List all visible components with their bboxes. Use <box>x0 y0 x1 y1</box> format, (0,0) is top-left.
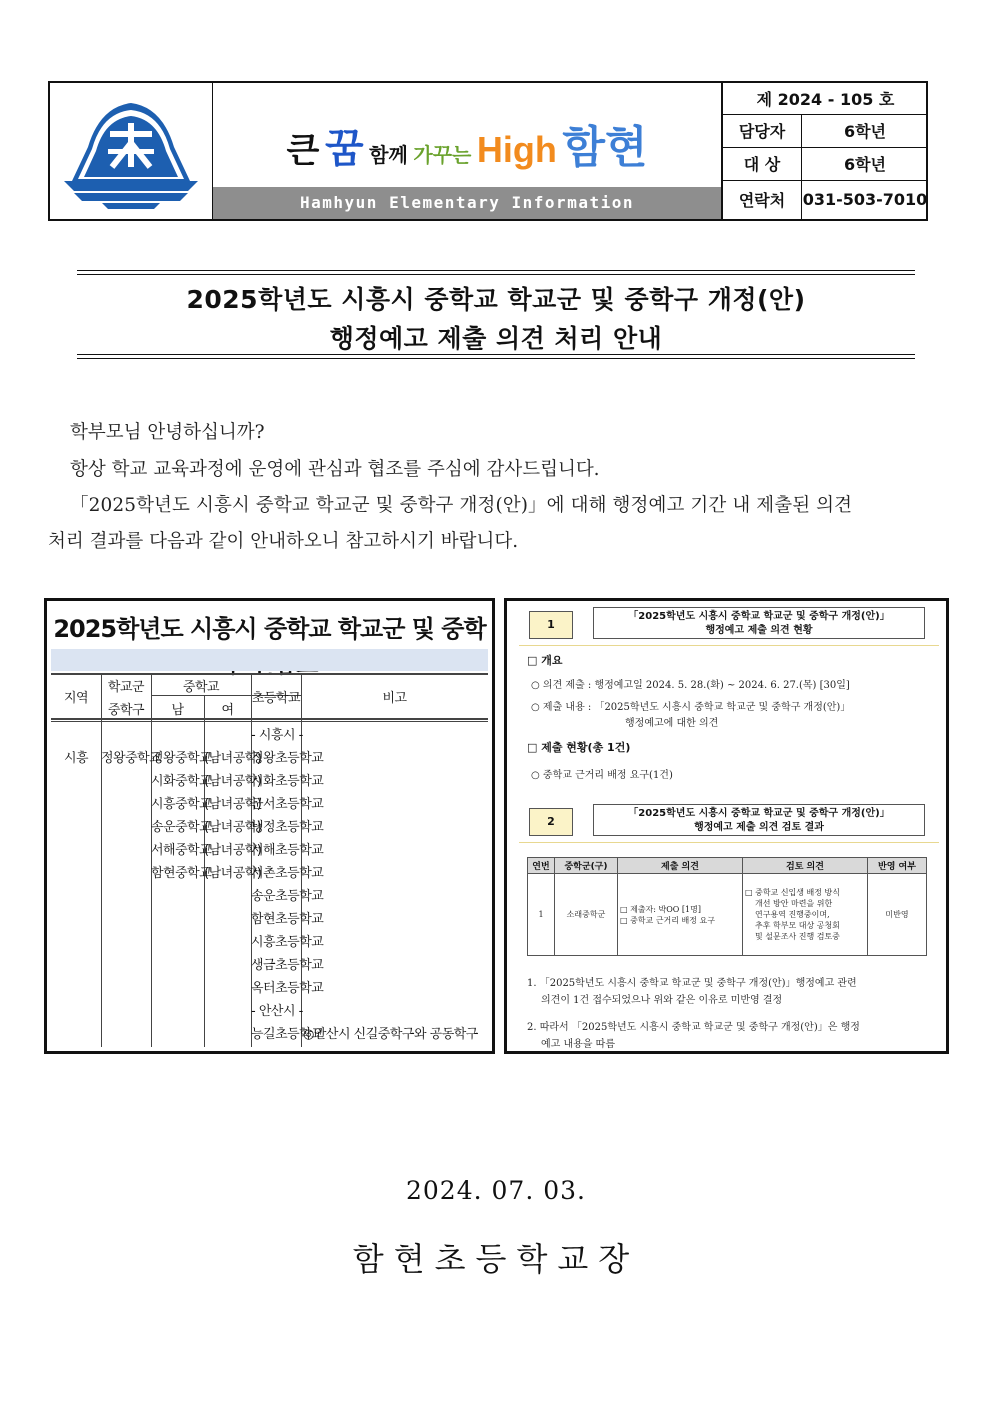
info-value: 031-503-7010 <box>802 180 929 219</box>
th-opinion: 제출 의견 <box>618 858 743 874</box>
title-rule-top <box>77 270 915 271</box>
school-type: (남녀공학) <box>204 843 262 858</box>
school-logo <box>50 83 213 219</box>
issue-info-table <box>722 83 928 219</box>
school-emblem-icon <box>50 83 212 219</box>
divider <box>519 842 939 843</box>
principal-signature: 함현초등학교장 <box>352 1240 640 1278</box>
elementary-school: 서해초등학교 <box>251 843 324 858</box>
title-rule-bottom <box>77 354 915 355</box>
review-result-table <box>527 857 927 956</box>
body-paragraph: 항상 학교 교육과정에 운영에 관심과 협조를 주심에 감사드립니다. <box>70 459 600 480</box>
review-line: 추후 학부모 대상 공청회 <box>755 921 840 930</box>
info-label: 대 상 <box>723 147 802 180</box>
td-no: 1 <box>528 874 555 956</box>
elementary-school: 냉정초등학교 <box>251 820 324 835</box>
overview-item-cont: 행정예고에 대한 의견 <box>625 718 719 729</box>
school-district-table-image <box>44 598 495 1054</box>
cell-note: ◎안산시 신길중학구와 공동학구 <box>303 1027 478 1042</box>
slogan-word-2: 꿈 <box>324 126 364 172</box>
header-region: 지역 <box>63 691 89 706</box>
middle-school: 서해중학교 <box>151 843 212 858</box>
conclusion-note: 2. 따라서 「2025학년도 시흥시 중학교 학교군 및 중학구 개정(안)」은 행정 <box>527 1022 860 1033</box>
district-table-title: 2025학년도 시흥시 중학교 학교군 및 중학 <box>53 615 486 643</box>
opinion-line: □ 제출자: 박OO [1명] <box>620 904 701 914</box>
body-paragraph: 처리 결과를 다음과 같이 안내하오니 참고하시기 바랍니다. <box>48 531 519 552</box>
school-type: (남녀공학) <box>204 774 262 789</box>
elementary-school: 생금초등학교 <box>251 958 324 973</box>
info-value: 6학년 <box>802 147 929 180</box>
td-group: 소래중학군 <box>555 874 618 956</box>
school-type: (남녀공학) <box>204 866 262 881</box>
header-group-bottom: 중학구 <box>107 703 145 718</box>
overview-item: ○ 의견 제출 : 행정예고일 2024. 5. 28.(화) ~ 2024. 6. 27.(목) [30일] <box>531 680 850 691</box>
slogan-word-6: 함현 <box>562 122 648 173</box>
overview-item: ○ 제출 내용 : 「2025학년도 시흥시 중학교 학교군 및 중학구 개정(안)」 <box>531 702 851 713</box>
elementary-school: 군서초등학교 <box>251 797 324 812</box>
th-no: 연번 <box>528 858 555 874</box>
elementary-school: - 안산시 - <box>251 1004 303 1019</box>
middle-school: 함현중학교 <box>151 866 212 881</box>
conclusion-note-cont: 의견이 1건 접수되었으나 위와 같은 이유로 미반영 결정 <box>541 995 783 1006</box>
school-type: (남녀공학) <box>204 797 262 812</box>
elementary-school: 시화초등학교 <box>251 774 324 789</box>
slogan-word-4: 가꾸는 <box>413 143 472 167</box>
slogan-word-1: 큰 <box>286 131 320 171</box>
school-slogan <box>213 111 721 175</box>
elementary-school: - 시흥시 - <box>251 728 303 743</box>
th-review: 검토 의견 <box>743 858 868 874</box>
header-note: 비고 <box>382 691 407 706</box>
review-line: 연구용역 진행중이며, <box>755 910 830 919</box>
td-result: 미반영 <box>868 874 927 956</box>
section-title: 「2025학년도 시흥시 중학교 학교군 및 중학구 개정(안)」 <box>628 611 890 622</box>
middle-school: 시흥중학교 <box>151 797 212 812</box>
review-line: 개선 방안 마련을 위한 <box>755 899 833 908</box>
info-label: 담당자 <box>723 114 802 147</box>
section-title: 행정예고 제출 의견 현황 <box>705 625 813 636</box>
body-paragraph: 「2025학년도 시흥시 중학교 학교군 및 중학구 개정(안)」에 대해 행정예고 기간 내 제출된 의견 <box>70 495 853 516</box>
document-title-line-2: 행정예고 제출 의견 처리 안내 <box>329 324 663 353</box>
elementary-school: 함현초등학교 <box>251 912 324 927</box>
th-group: 중학군(구) <box>555 858 618 874</box>
status-item: ○ 중학교 근거리 배정 요구(1건) <box>531 770 673 781</box>
td-review <box>743 874 868 956</box>
cell-group: 정왕중학교 <box>101 751 162 766</box>
status-heading: □ 제출 현황(총 1건) <box>527 741 631 754</box>
slogan-word-3: 함께 <box>369 143 408 167</box>
greeting: 학부모님 안녕하십니까? <box>70 422 265 443</box>
header-elementary: 초등학교 <box>251 691 301 706</box>
elementary-school: 송운초등학교 <box>251 889 324 904</box>
slogan-area <box>213 83 723 219</box>
title-rule-top-2 <box>77 274 915 275</box>
title-rule-bottom-2 <box>77 358 915 359</box>
header-middle: 중학교 <box>182 680 220 695</box>
conclusion-note-cont: 예고 내용을 따름 <box>541 1039 615 1050</box>
th-result: 반영 여부 <box>868 858 927 874</box>
info-label: 연락처 <box>723 180 802 219</box>
section-title-box <box>593 804 925 836</box>
header-female: 여 <box>221 703 234 718</box>
document-title-line-1: 2025학년도 시흥시 중학교 학교군 및 중학구 개정(안) <box>186 285 806 314</box>
slogan-word-5: High <box>476 129 557 170</box>
opinion-line: □ 중학교 근거리 배정 요구 <box>620 915 716 925</box>
english-subtitle: Hamhyun Elementary Information <box>213 187 721 219</box>
info-value: 6학년 <box>802 114 929 147</box>
middle-school: 정왕중학교 <box>151 751 212 766</box>
school-type: (남녀공학) <box>204 820 262 835</box>
elementary-school: 능길초등학교 <box>251 1027 324 1042</box>
issue-date: 2024. 07. 03. <box>406 1176 586 1205</box>
td-opinion <box>618 874 743 956</box>
elementary-school: 서촌초등학교 <box>251 866 324 881</box>
opinion-review-image <box>504 598 949 1054</box>
header-male: 남 <box>171 703 184 718</box>
cell-region: 시흥 <box>63 751 89 766</box>
divider <box>519 645 939 646</box>
header-group-top: 학교군 <box>107 680 145 695</box>
district-table <box>51 673 488 1047</box>
newsletter-header <box>48 81 928 221</box>
section-number: 1 <box>529 611 573 639</box>
school-type: (남녀공학) <box>204 751 262 766</box>
overview-heading: □ 개요 <box>527 654 563 667</box>
review-line: □ 중학교 신입생 배정 방식 <box>745 888 841 897</box>
issue-number: 제 2024 - 105 호 <box>723 83 929 114</box>
table-band <box>51 649 488 671</box>
middle-school: 시화중학교 <box>151 774 212 789</box>
section-title: 「2025학년도 시흥시 중학교 학교군 및 중학구 개정(안)」 <box>628 808 890 819</box>
elementary-school: 시흥초등학교 <box>251 935 324 950</box>
section-title-box <box>593 607 925 639</box>
section-title: 행정예고 제출 의견 검토 결과 <box>694 822 824 833</box>
elementary-school: 정왕초등학교 <box>251 751 324 766</box>
section-number: 2 <box>529 808 573 836</box>
conclusion-note: 1. 「2025학년도 시흥시 중학교 학교군 및 중학구 개정(안)」행정예고 관련 <box>527 978 857 989</box>
review-line: 및 설문조사 진행 검토중 <box>755 932 840 941</box>
elementary-school: 옥터초등학교 <box>251 981 324 996</box>
middle-school: 송운중학교 <box>151 820 212 835</box>
